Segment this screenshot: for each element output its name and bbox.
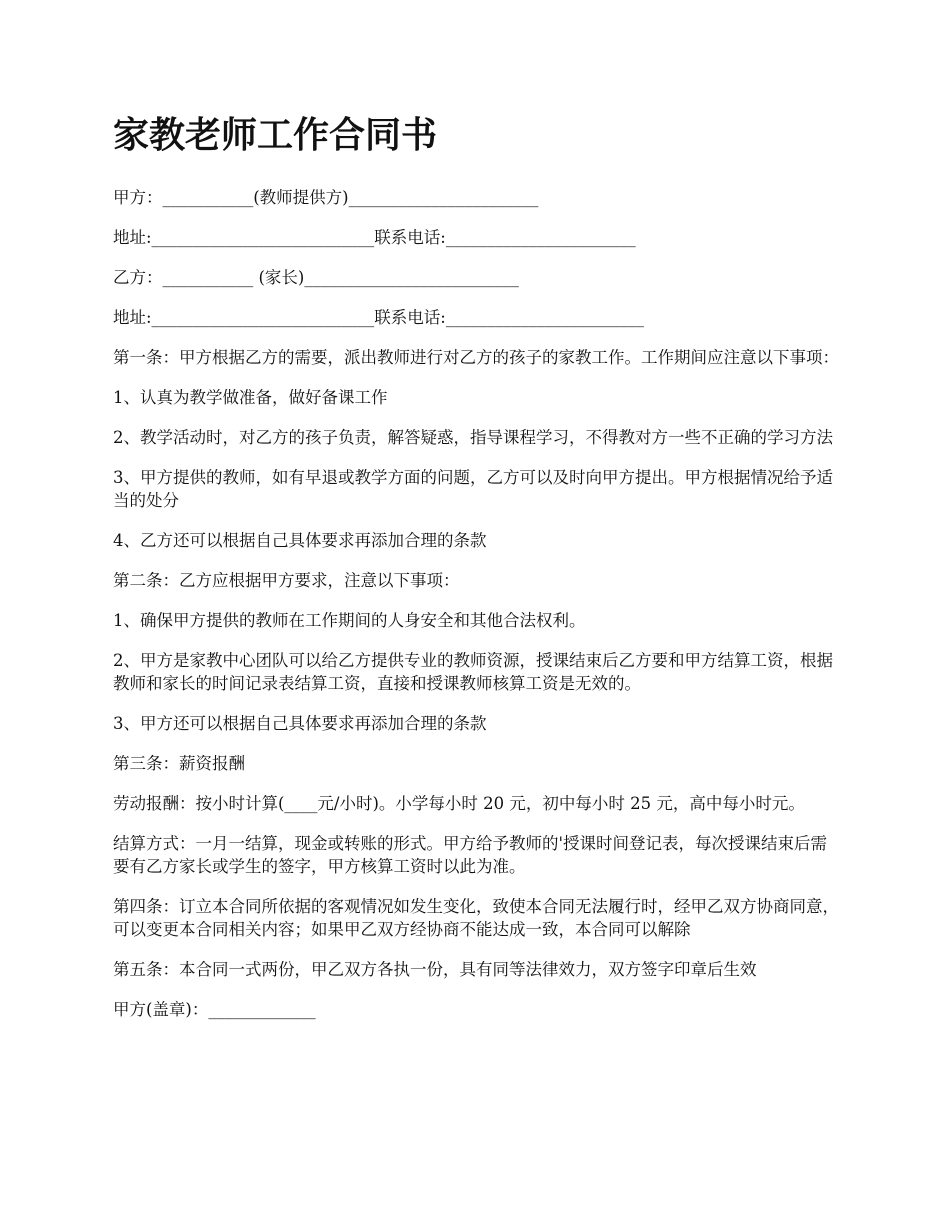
article-3-heading: 第三条：薪资报酬 xyxy=(113,754,245,773)
article-2-heading: 第二条：乙方应根据甲方要求，注意以下事项： xyxy=(113,571,460,590)
party-a-address-line: 地址:___________________________联系电话:_______________________ xyxy=(113,228,636,247)
document-title: 家教老师工作合同书 xyxy=(113,114,438,156)
party-b-line: 乙方：___________ (家长)__________________________ xyxy=(113,268,519,287)
article-1-item-2: 2、教学活动时，对乙方的孩子负责，解答疑惑，指导课程学习，不得教对方一些不正确的学习方法 xyxy=(113,428,833,447)
party-a-seal-line: 甲方(盖章)：_____________ xyxy=(113,1000,316,1019)
article-3-pay: 劳动报酬：按小时计算(____元/小时)。小学每小时 20 元，初中每小时 25 元，高中每小时元。 xyxy=(113,794,805,813)
article-2-item-2: 2、甲方是家教中心团队可以给乙方提供专业的教师资源，授课结束后乙方要和甲方结算工资，根据教师和家长的时间记录表结算工资，直接和授课教师核算工资是无效的。 xyxy=(113,651,833,693)
article-1-item-1: 1、认真为教学做准备，做好备课工作 xyxy=(113,388,388,407)
article-1-item-4: 4、乙方还可以根据自己具体要求再添加合理的条款 xyxy=(113,531,487,550)
article-5: 第五条：本合同一式两份，甲乙双方各执一份，具有同等法律效力，双方签字印章后生效 xyxy=(113,960,757,979)
document-page xyxy=(113,110,843,1038)
party-b-address-line: 地址:___________________________联系电话:________________________ xyxy=(113,308,644,327)
article-4: 第四条：订立本合同所依据的客观情况如发生变化，致使本合同无法履行时，经甲乙双方协商同意，可以变更本合同相关内容；如果甲乙双方经协商不能达成一致，本合同可以解除 xyxy=(113,897,839,939)
article-3-settlement: 结算方式：一月一结算，现金或转账的形式。甲方给予教师的'授课时间登记表，每次授课结束后需要有乙方家长或学生的签字，甲方核算工资时以此为准。 xyxy=(113,834,828,876)
article-2-item-1: 1、确保甲方提供的教师在工作期间的人身安全和其他合法权利。 xyxy=(113,611,586,630)
article-2-item-3: 3、甲方还可以根据自己具体要求再添加合理的条款 xyxy=(113,714,487,733)
party-a-line: 甲方：___________(教师提供方)_______________________ xyxy=(113,188,539,207)
article-1-item-3: 3、甲方提供的教师，如有早退或教学方面的问题，乙方可以及时向甲方提出。甲方根据情况给予适当的处分 xyxy=(113,468,833,510)
article-1-heading: 第一条：甲方根据乙方的需要，派出教师进行对乙方的孩子的家教工作。工作期间应注意以下事项： xyxy=(113,348,839,367)
